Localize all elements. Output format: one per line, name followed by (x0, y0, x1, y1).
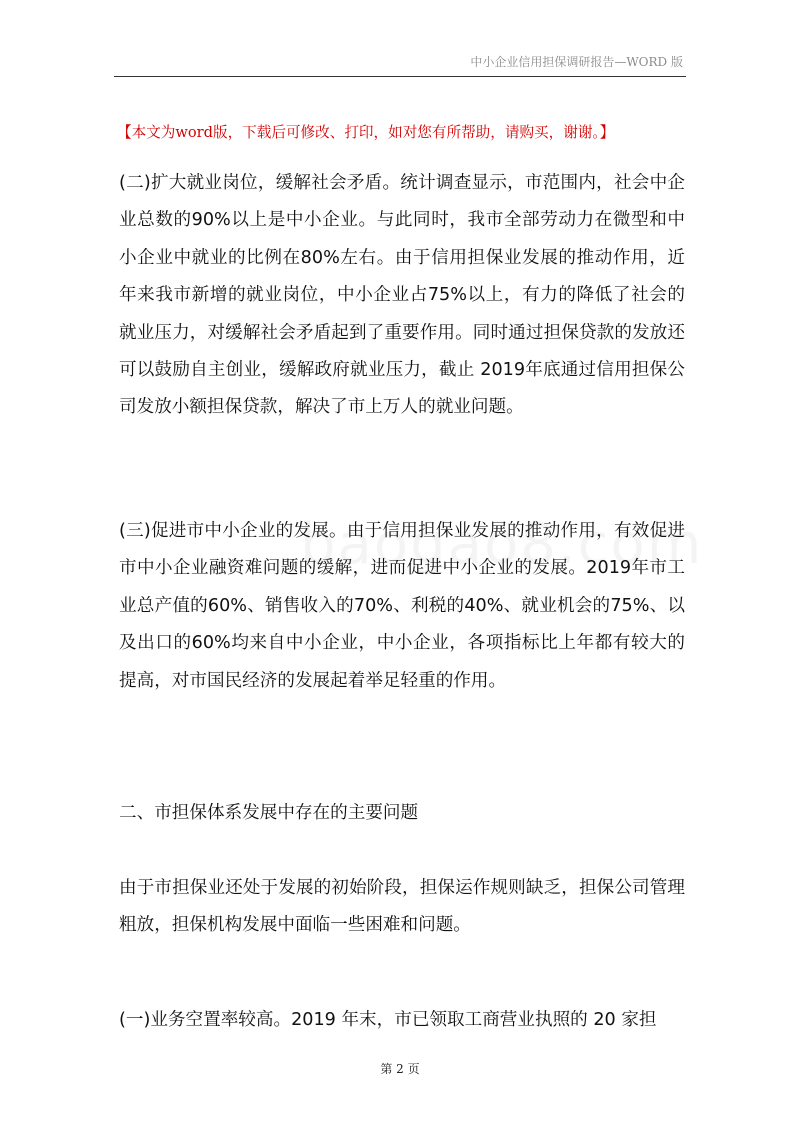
paragraph-employment: (二)扩大就业岗位，缓解社会矛盾。统计调查显示，市范围内，社会中企业总数的90%以上是中小企业。与此同时，我市全部劳动力在微型和中小企业中就业的比例在80%左右。由于信用担保业发展的推动作用，近年来我市新增的就业岗位，中小企业占75%以上，有力的降低了社会的就业压力，对缓解社会矛盾起到了重要作用。同时通过担保贷款的发放还可以鼓励自主创业，缓解政府就业压力，截止 2019年底通过信用担保公司发放小额担保贷款，解决了市上万人的就业问题。 (119, 173, 685, 418)
download-notice: 【本文为word版，下载后可修改、打印，如对您有所帮助，请购买，谢谢。】 (117, 124, 615, 141)
paragraph-vacancy-rate: (一)业务空置率较高。2019 年末，市已领取工商营业执照的 20 家担 (119, 1010, 657, 1030)
page-number: 第 2 页 (380, 1062, 420, 1076)
paragraph-problems-intro: 由于市担保业还处于发展的初始阶段，担保运作规则缺乏，担保公司管理粗放，担保机构发展中面临一些困难和问题。 (119, 878, 685, 936)
header-divider (114, 76, 686, 77)
paragraph-sme-development: (三)促进市中小企业的发展。由于信用担保业发展的推动作用，有效促进市中小企业融资难问题的缓解，进而促进中小企业的发展。2019年市工业总产值的60%、销售收入的70%、利税的40%、就业机会的75%、以及出口的60%均来自中小企业，中小企业，各项指标比上年都有较大的提高，对市国民经济的发展起着举足轻重的作用。 (119, 521, 685, 691)
header-title: 中小企业信用担保调研报告—WORD 版 (470, 55, 683, 69)
section-heading-main-problems: 二、市担保体系发展中存在的主要问题 (119, 803, 419, 823)
